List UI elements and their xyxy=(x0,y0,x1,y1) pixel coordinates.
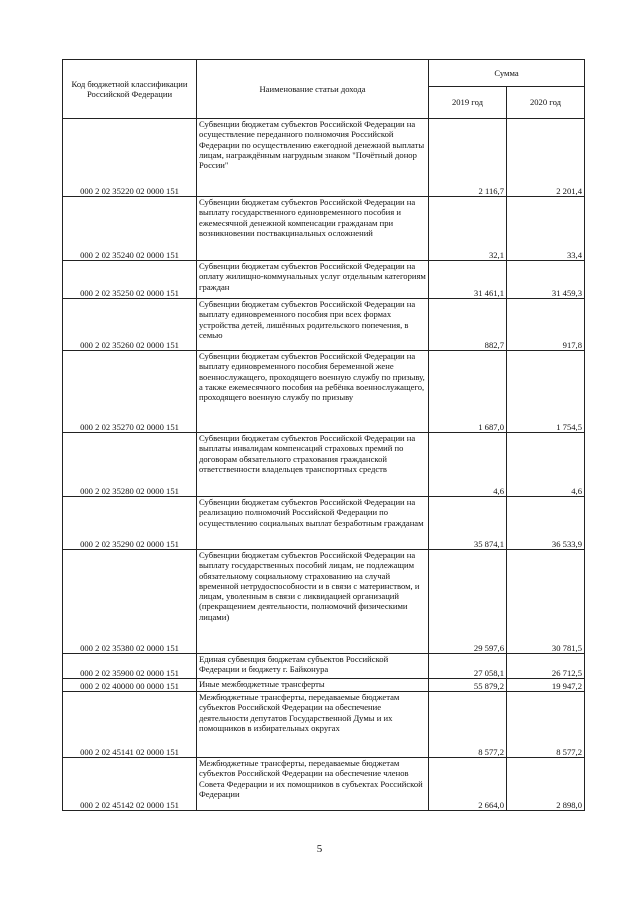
row-code: 000 2 02 45142 02 0000 151 xyxy=(63,758,197,811)
row-value-2020: 2 898,0 xyxy=(507,758,585,811)
row-name: Субвенции бюджетам субъектов Российской Федерации на реализацию полномочий Российской Федерации по осуществлению социальных выплат безработным гражданам xyxy=(197,497,429,550)
header-code: Код бюджетной классификации Российской Федерации xyxy=(63,60,197,119)
row-value-2020: 4,6 xyxy=(507,433,585,497)
header-name: Наименование статьи дохода xyxy=(197,60,429,119)
table-row xyxy=(63,654,585,679)
table-row xyxy=(63,119,585,197)
row-value-2020: 30 781,5 xyxy=(507,550,585,654)
row-value-2019: 32,1 xyxy=(429,197,507,261)
table-row xyxy=(63,758,585,811)
row-name: Субвенции бюджетам субъектов Российской Федерации на выплаты инвалидам компенсаций страховых премий по договорам обязательного страхования гражданской ответственности владельцев транспортных средств xyxy=(197,433,429,497)
row-name: Субвенции бюджетам субъектов Российской Федерации на оплату жилищно-коммунальных услуг отдельным категориям граждан xyxy=(197,261,429,299)
budget-table xyxy=(62,59,585,811)
page-number: 5 xyxy=(316,843,323,855)
row-value-2019: 35 874,1 xyxy=(429,497,507,550)
table-header xyxy=(63,60,585,119)
row-name: Единая субвенция бюджетам субъектов Российской Федерации и бюджету г. Байконура xyxy=(197,654,429,679)
row-code: 000 2 02 35250 02 0000 151 xyxy=(63,261,197,299)
row-code: 000 2 02 35260 02 0000 151 xyxy=(63,299,197,351)
header-year-2019: 2019 год xyxy=(429,86,507,118)
row-value-2019: 8 577,2 xyxy=(429,692,507,758)
row-value-2019: 2 664,0 xyxy=(429,758,507,811)
table-row xyxy=(63,692,585,758)
row-code: 000 2 02 35900 02 0000 151 xyxy=(63,654,197,679)
row-name: Субвенции бюджетам субъектов Российской Федерации на выплату государственных пособий лицам, не подлежащим обязательному социальному страхованию на случай временной нетрудоспособности и в связи с материнством, и лицам, уволенным в связи с ликвидацией организаций (прекращением деятельности, полномочий физическими лицами) xyxy=(197,550,429,654)
header-sum: Сумма xyxy=(429,60,585,87)
row-value-2020: 917,8 xyxy=(507,299,585,351)
row-code: 000 2 02 40000 00 0000 151 xyxy=(63,679,197,692)
row-name: Иные межбюджетные трансферты xyxy=(197,679,429,692)
row-code: 000 2 02 35280 02 0000 151 xyxy=(63,433,197,497)
row-value-2020: 26 712,5 xyxy=(507,654,585,679)
row-name: Межбюджетные трансферты, передаваемые бюджетам субъектов Российской Федерации на обеспечение деятельности депутатов Государственной Думы и их помощников в избирательных округах xyxy=(197,692,429,758)
row-value-2020: 33,4 xyxy=(507,197,585,261)
table-row xyxy=(63,351,585,433)
row-code: 000 2 02 35220 02 0000 151 xyxy=(63,119,197,197)
row-name: Субвенции бюджетам субъектов Российской Федерации на осуществление переданного полномочия Российской Федерации по осуществлению ежегодной денежной выплаты лицам, награждённым нагрудным знаком "Почётный донор России" xyxy=(197,119,429,197)
row-value-2019: 2 116,7 xyxy=(429,119,507,197)
row-value-2020: 1 754,5 xyxy=(507,351,585,433)
row-value-2019: 4,6 xyxy=(429,433,507,497)
table-row xyxy=(63,299,585,351)
table-row xyxy=(63,433,585,497)
row-value-2019: 29 597,6 xyxy=(429,550,507,654)
row-name: Субвенции бюджетам субъектов Российской Федерации на выплату единовременного пособия беременной жене военнослужащего, проходящего военную службу по призыву, а также ежемесячного пособия на ребёнка военнослужащего, проходящего военную службу по призыву xyxy=(197,351,429,433)
row-value-2020: 19 947,2 xyxy=(507,679,585,692)
row-name: Субвенции бюджетам субъектов Российской Федерации на выплату единовременного пособия при всех формах устройства детей, лишённых родительского попечения, в семью xyxy=(197,299,429,351)
row-code: 000 2 02 35290 02 0000 151 xyxy=(63,497,197,550)
row-code: 000 2 02 35270 02 0000 151 xyxy=(63,351,197,433)
row-name: Субвенции бюджетам субъектов Российской Федерации на выплату государственного единовременного пособия и ежемесячной денежной компенсации гражданам при возникновении поствакцинальных осложнений xyxy=(197,197,429,261)
row-value-2019: 27 058,1 xyxy=(429,654,507,679)
row-value-2020: 2 201,4 xyxy=(507,119,585,197)
table-row xyxy=(63,197,585,261)
table-row xyxy=(63,497,585,550)
row-value-2019: 882,7 xyxy=(429,299,507,351)
row-code: 000 2 02 35240 02 0000 151 xyxy=(63,197,197,261)
row-code: 000 2 02 35380 02 0000 151 xyxy=(63,550,197,654)
row-value-2020: 31 459,3 xyxy=(507,261,585,299)
row-value-2020: 36 533,9 xyxy=(507,497,585,550)
row-value-2019: 31 461,1 xyxy=(429,261,507,299)
row-value-2020: 8 577,2 xyxy=(507,692,585,758)
row-value-2019: 1 687,0 xyxy=(429,351,507,433)
table-row xyxy=(63,679,585,692)
table-row xyxy=(63,261,585,299)
row-value-2019: 55 879,2 xyxy=(429,679,507,692)
header-year-2020: 2020 год xyxy=(507,86,585,118)
row-code: 000 2 02 45141 02 0000 151 xyxy=(63,692,197,758)
row-name: Межбюджетные трансферты, передаваемые бюджетам субъектов Российской Федерации на обеспечение членов Совета Федерации и их помощников в субъектах Российской Федерации xyxy=(197,758,429,811)
table-row xyxy=(63,550,585,654)
